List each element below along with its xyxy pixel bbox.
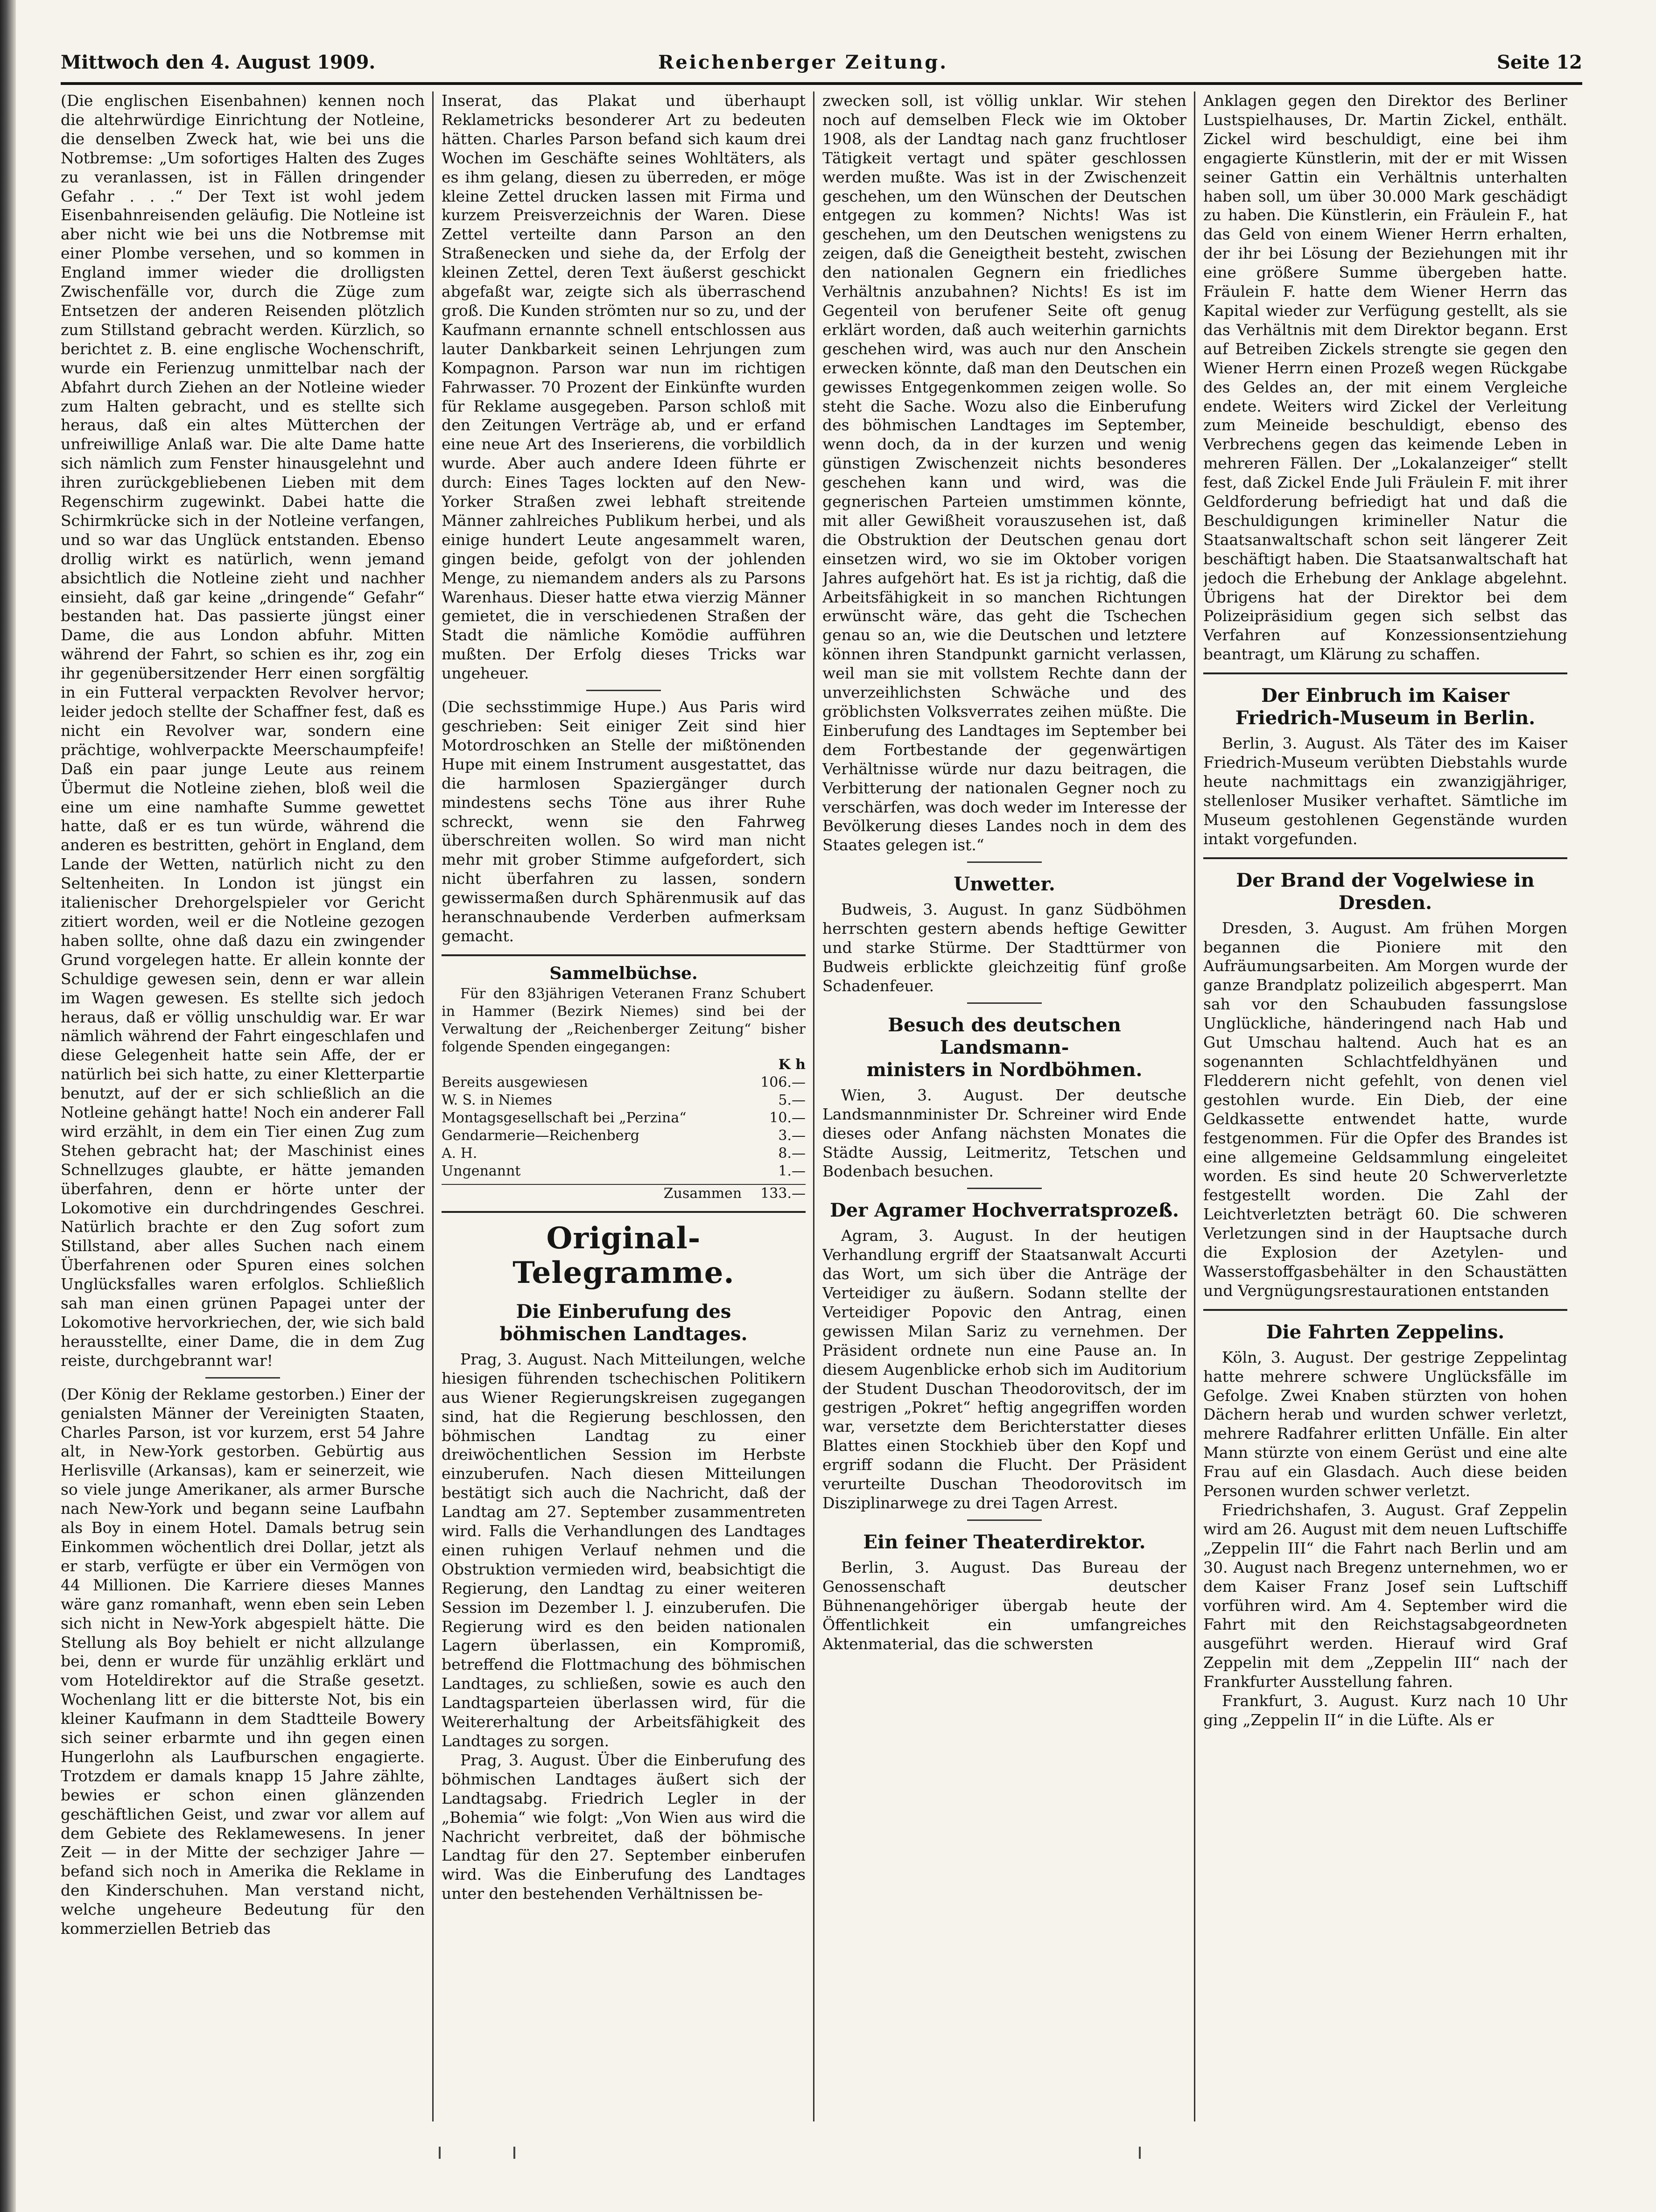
headline-besuch-a: Besuch des deutschen Landsmann-	[888, 1014, 1121, 1058]
headline-landtag-a: Die Einberufung des	[516, 1300, 731, 1323]
article-landtag-prague-2: Prag, 3. August. Über die Einberufung des böhmischen Landtages äußert sich der Landtagsabg. Friedrich Legler in der „Bohemia“ wie folgt: „Von Wien aus wird die Nachricht verbreitet, daß der böhmische Landtag für den 27. September einberufen wird. Was die Einberufung des Landtages unter den bestehenden Verhältnissen be-	[442, 1750, 806, 1903]
telegrams-heading: Original-Telegramme.	[512, 1220, 735, 1290]
column-3	[822, 91, 1186, 2121]
headline-unwetter: Unwetter.	[954, 873, 1055, 896]
donation-row	[442, 1162, 806, 1180]
headline-theater: Ein feiner Theaterdirektor.	[863, 1531, 1146, 1553]
donation-label: A. H.	[442, 1145, 477, 1162]
column-1	[61, 91, 425, 2121]
article-agram: Agram, 3. August. In der heutigen Verhandlung ergriff der Staatsanwalt Accurti das Wort, um sich über die Anträge der Verteidiger zu äußern. Sodann stellte der Verteidiger Popovic den Antrag, einen gewissen Milan Sariz zu vernehmen. Der Präsident ordnete nun eine Pause an. In diesem Augenblicke erhob sich im Auditorium der Student Duschan Theodorovitsch, der im gestrigen „Pokret“ heftig angegriffen worden war, versetzte dem Berichterstatter dieses Blattes einen Stockhieb über den Kopf und ergriff sodann die Flucht. Der Präsident verurteilte Duschan Theodorovitsch im Disziplinarwege zu drei Tagen Arrest.	[822, 1226, 1186, 1512]
section-rule	[442, 1211, 806, 1213]
donation-row	[442, 1074, 806, 1092]
donation-amount: 10.—	[769, 1109, 806, 1126]
print-mark	[513, 2147, 515, 2159]
column-rule-1	[432, 91, 434, 2121]
column-2	[442, 91, 806, 2121]
headline-brand: Der Brand der Vogelwiese in Dresden.	[1236, 869, 1535, 914]
article-king-of-advertising-cont: Inserat, das Plakat und überhaupt Reklametricks besonderer Art zu bedeuten hätten. Charles Parson befand sich kaum drei Wochen im Geschäfte seines Wohltäters, als es ihm gelang, diesen zu überreden, er möge kleine Zettel drucken lassen mit Firma und kurzem Preisverzeichnis der Waren. Diese Zettel verteilte dann Parson an den Straßenecken und siehe da, der Erfolg der kleinen Zettel, deren Text äußerst geschickt abgefaßt war, zeigte sich als überraschend groß. Die Kunden strömten nur so zu, und der Kaufmann ernannte schnell entschlossen aus lauter Dankbarkeit seinen Lehrjungen zum Kompagnon. Parson war nun im richtigen Fahrwasser. 70 Prozent der Einkünfte wurden für Reklame ausgegeben. Parson schloß mit den Zeitungen Verträge ab, und er erfand eine neue Art des Inserierens, die vorbildlich wurde. Aber auch andere Ideen führte er durch: Eines Tages lockten auf den New-Yorker Straßen zwei lebhaft streitende Männer zahlreiches Publikum herbei, und als einige hundert Leute angesammelt waren, gingen beide, gefolgt von der johlenden Menge, zu niemandem anders als zu Parsons Warenhaus. Dieser hatte etwa vierzig Männer gemietet, die in verschiedenen Straßen der Stadt die nämliche Komödie aufführen mußten. Der Erfolg dieses Tricks war ungeheuer.	[442, 91, 806, 683]
article-theater: Berlin, 3. August. Das Bureau der Genossenschaft deutscher Bühnenangehöriger übergab heute der Öffentlichkeit ein umfangreiches Aktenmaterial, das die schwersten	[822, 1558, 1186, 1653]
print-mark	[439, 2147, 441, 2159]
article-landtag-prague-1: Prag, 3. August. Nach Mitteilungen, welche hiesigen führenden tschechischen Politikern aus Wiener Regierungskreisen zugegangen sind, hat die Regierung beschlossen, den böhmischen Landtag zu einer dreiwöchentlichen Session im Herbste einzuberufen. Nach diesen Mitteilungen bestätigt sich auch die Nachricht, daß der Landtag am 27. September zusammentreten wird. Falls die Verhandlungen des Landtages einen ruhigen Verlauf nehmen und die Obstruktion vermieden wird, beabsichtigt die Regierung, den Landtag zu einer weiteren Session im Dezember l. J. einzuberufen. Die Regierung wird es den beiden nationalen Lagern überlassen, ein Kompromiß, betreffend die Flottmachung des böhmischen Landtages, zu schließen, sowie es auch den Landtagsparteien überlassen wird, für die Weitererhaltung der Arbeitsfähigkeit des Landtages zu sorgen.	[442, 1350, 806, 1750]
column-rule-3	[1194, 91, 1195, 2121]
section-rule	[442, 954, 806, 956]
header-rule	[61, 82, 1582, 85]
article-six-tone-horn: (Die sechsstimmige Hupe.) Aus Paris wird geschrieben: Seit einiger Zeit sind hier Motordroschken an Stelle der mißtönenden Hupe mit einem Instrument ausgestattet, das die harmlosen Spaziergänger durch mindestens sechs Töne aus ihrer Ruhe schreckt, wenn sie den Fahrweg überschreiten wollen. So wird man nicht mehr mit grober Stimme aufgefordert, sich nicht überfahren zu lassen, sondern gewissermaßen durch Sphärenmusik auf das heranschnaubende Verderben aufmerksam gemacht.	[442, 698, 806, 945]
article-english-railways: (Die englischen Eisenbahnen) kennen noch die altehrwürdige Einrichtung der Notleine, die denselben Zweck hat, wie bei uns die Notbremse: „Um sofortiges Halten des Zuges zu veranlassen, ist in Fällen dringender Gefahr . . .“ Der Text ist wohl jedem Eisenbahnreisenden geläufig. Die Notleine ist aber nicht wie bei uns die Notbremse mit einer Plombe versehen, und so kommen in England immer wieder die drolligsten Zwischenfälle vor, durch die Züge zum Entsetzen der anderen Reisenden plötzlich zum Stillstand gebracht werden. Kürzlich, so berichtet z. B. eine englische Wochenschrift, wurde ein Ferienzug unmittelbar nach der Abfahrt durch Ziehen an der Notleine wieder zum Halten gebracht, und es stellte sich heraus, daß ein altes Mütterchen der unfreiwillige Anlaß war. Die alte Dame hatte sich nämlich zum Fenster hinausgelehnt und ihren zurückgebliebenen Lieben mit dem Regenschirm zugewinkt. Dabei hatte die Schirmkrücke sich in der Notleine verfangen, und so war das Unglück entstanden. Ebenso drollig wirkt es natürlich, wenn jemand absichtlich die Notleine zieht und nachher einsieht, daß gar keine „dringende“ Gefahr“ bestanden hat. Das passierte jüngst einer Dame, die aus London abfuhr. Mitten während der Fahrt, so schien es ihr, zog ein ihr gegenübersitzender Herr einen sorgfältig in ein Futteral verpackten Revolver hervor; leider jedoch stellte der Schaffner fest, daß es nicht ein Revolver war, sondern eine prächtige, wohlverpackte Meerschaumpfeife! Daß ein paar junge Leute aus reinem Übermut die Notleine ziehen, bloß weil die eine um eine namhafte Summe gewettet hatte, daß er es tun würde, während die anderen es bestritten, gehört in England, dem Lande der Wetten, natürlich nicht zu den Seltenheiten. In London ist jüngst ein italienischer Drehorgelspieler vor Gericht zitiert worden, weil er die Notleine gezogen haben sollte, ohne daß dazu ein zwingender Grund vorgelegen hatte. Er allein konnte der Schuldige gewesen sein, denn er war allein im Wagen gewesen. Es stellte sich jedoch heraus, daß er völlig unschuldig war. Er war nämlich während der Fahrt eingeschlafen und diese Gelegenheit hatte sein Affe, der er natürlich bei sich hatte, zu einer Kletterpartie benutzt, auf der er sich schließlich an die Notleine gehängt hatte! Noch ein anderer Fall wird erzählt, in dem ein Tier einen Zug zum Stehen gebracht hat; der Maschinist eines Schnellzuges glaubte, er hätte jemanden überfahren, denn er hörte unter der Lokomotive ein durchdringendes Geschrei. Natürlich brachte er den Zug sofort zum Stillstand, aber alles Suchen nach einem Überfahrenen oder Spuren eines solchen Unglücksfalles waren erfolglos. Schließlich sah man einen grünen Papagei unter der Lokomotive hervorkriechen, der, wie sich bald herausstellte, einer Dame, die in dem Zug reiste, durchgebrannt war!	[61, 91, 425, 1370]
header-paper-title: Reichenberger Zeitung.	[658, 51, 948, 73]
section-rule	[1203, 857, 1567, 859]
donation-row	[442, 1145, 806, 1162]
donation-amount: 8.—	[778, 1145, 806, 1162]
separator	[586, 690, 661, 691]
donation-total-row	[442, 1184, 806, 1203]
headline-einbruch-a: Der Einbruch im Kaiser	[1261, 685, 1509, 707]
article-unwetter: Budweis, 3. August. In ganz Südböhmen herrschten gestern abends heftige Gewitter und starke Stürme. Der Stadttürmer von Budweis erblickte gleichzeitig fünf große Schadenfeuer.	[822, 900, 1186, 995]
donation-intro: Für den 83jährigen Veteranen Franz Schubert in Hammer (Bezirk Niemes) sind bei der Verwaltung der „Reichenberger Zeitung“ bisher folgende Spenden eingegangen:	[442, 985, 806, 1055]
page-header	[61, 29, 1582, 80]
donation-row	[442, 1109, 806, 1127]
article-zeppelin-frankfurt: Frankfurt, 3. August. Kurz nach 10 Uhr ging „Zeppelin II“ in die Lüfte. Als er	[1203, 1692, 1567, 1729]
headline-agram: Der Agramer Hochverratsprozeß.	[830, 1199, 1179, 1222]
separator	[205, 1377, 280, 1379]
donation-amount: 106.—	[760, 1074, 806, 1091]
donation-row	[442, 1127, 806, 1145]
donation-label: Gendarmerie—Reichenberg	[442, 1127, 639, 1144]
donation-unit-header: K h	[778, 1056, 806, 1073]
article-brand: Dresden, 3. August. Am frühen Morgen begannen die Pioniere mit den Aufräumungsarbeiten. Am Morgen wurde der ganze Brandplatz polizeilich abgesperrt. Man sah vor den Schaubuden fassungslose Unglückliche, händeringend nach Hab und Gut Umschau haltend. Auch hat es an sogenannten Schlachtfeldhyänen und Fledderern nicht gefehlt, von denen viel gestohlen wurde. Ein Dieb, der eine Geldkassette entwendet hatte, wurde festgenommen. Für die Opfer des Brandes ist eine allgemeine Geldsammlung eingeleitet worden. Es sind heute 20 Schwerverletzte festgestellt worden. Die Zahl der Leichtverletzten beträgt 60. Die schweren Verletzungen sind in der Hauptsache durch die Explosion der Azetylen- und Wasserstoffgasbehälter in den Schaustätten und Vergnügungsrestaurationen entstanden	[1203, 918, 1567, 1300]
print-mark	[1139, 2147, 1141, 2159]
section-rule	[1203, 1309, 1567, 1311]
article-besuch: Wien, 3. August. Der deutsche Landsmannminister Dr. Schreiner wird Ende dieses oder Anfang nächsten Monates die Städte Aussig, Leitmeritz, Tetschen und Bodenbach besuchen.	[822, 1085, 1186, 1181]
section-rule	[1203, 672, 1567, 674]
article-king-of-advertising: (Der König der Reklame gestorben.) Einer der genialsten Männer der Vereinigten Staaten, Charles Parson, ist vor kurzem, erst 54 Jahre alt, in New-York gestorben. Gebürtig aus Herlisville (Arkansas), kam er seinerzeit, wie so viele junge Amerikaner, als armer Bursche nach New-York und begann seine Laufbahn als Boy in einem Hotel. Damals betrug sein Einkommen wöchentlich drei Dollar, jetzt als er starb, verfügte er über ein Vermögen von 44 Millionen. Die Karriere dieses Mannes wäre ganz romanhaft, wenn eben sein Leben sich nicht in New-York abgespielt hätte. Die Stellung als Boy behielt er nicht allzulange bei, denn er wurde für unzählig erklärt und vom Hoteldirektor auf die Straße gesetzt. Wochenlang litt er die bitterste Not, bis ein kleiner Kaufmann in dem Stadtteile Bowery sich seiner erbarmte und ihn gegen einen Hungerlohn als Laufburschen engagierte. Trotzdem er damals knapp 15 Jahre zählte, bewies er schon einen glänzenden geschäftlichen Geist, und zwar vor allem auf dem Gebiete des Reklamewesens. In jener Zeit — in der Mitte der sechziger Jahre — befand sich noch in Amerika die Reklame in den Kinderschuhen. Man verstand nicht, welche ungeheure Bedeutung für den kommerziellen Betrieb das	[61, 1385, 425, 1938]
scan-edge-shadow	[0, 0, 16, 2212]
donation-amount: 3.—	[778, 1127, 806, 1144]
article-zeppelin-koeln: Köln, 3. August. Der gestrige Zeppelintag hatte mehrere schwere Unglücksfälle im Gefolge. Zwei Knaben stürzten von hohen Dächern herab und wurden schwer verletzt, mehrere Radfahrer erlitten Unfälle. Ein alter Mann stürzte von einem Gerüst und eine alte Frau auf ein Glasdach. Auch diese beiden Personen wurden schwer verletzt.	[1203, 1348, 1567, 1500]
donation-total-amount: 133.—	[760, 1185, 806, 1202]
headline-landtag-b: böhmischen Landtages.	[499, 1323, 748, 1345]
donation-title: Sammelbüchse.	[549, 963, 698, 983]
column-4	[1203, 91, 1567, 2121]
donation-box	[442, 965, 806, 1203]
column-rule-2	[813, 91, 814, 2121]
headline-besuch-b: ministers in Nordböhmen.	[866, 1058, 1143, 1081]
donation-label: Bereits ausgewiesen	[442, 1074, 588, 1091]
article-theater-cont: Anklagen gegen den Direktor des Berliner Lustspielhauses, Dr. Martin Zickel, enthält. Zickel wird beschuldigt, eine bei ihm engagierte Künstlerin, mit der er mit Wissen seiner Gattin ein Verhältnis unterhalten haben soll, um über 30.000 Mark geschädigt zu haben. Die Künstlerin, ein Fräulein F., hat das Geld von einem Wiener Herrn erhalten, der ihr bei Lösung der Beziehungen mit ihr eine größere Summe übergeben hatte. Fräulein F. hatte dem Wiener Herrn das Kapital wieder zur Verfügung gestellt, als sie das Verhältnis mit dem Direktor begann. Erst auf Betreiben Zickels strengte sie gegen den Wiener Herrn einen Prozeß wegen Rückgabe des Geldes an, der mit einem Vergleiche endete. Weiters wird Zickel der Verleitung zum Meineide beschuldigt, ebenso des Verbrechens gegen das keimende Leben in mehreren Fällen. Der „Lokalanzeiger“ stellt fest, daß Zickel Ende Juli Fräulein F. mit ihrer Geldforderung befriedigt hat und daß die Beschuldigungen krimineller Natur die Staatsanwaltschaft schon seit längerer Zeit beschäftigt haben. Die Staatsanwaltschaft hat jedoch die Erhebung der Anklage abgelehnt. Übrigens hat der Direktor bei dem Polizeipräsidium gegen sich selbst das Verfahren auf Konzessionsentziehung beantragt, um Klärung zu schaffen.	[1203, 91, 1567, 664]
separator	[967, 1188, 1042, 1189]
header-date: Mittwoch den 4. August 1909.	[61, 51, 376, 73]
article-zeppelin-friedrichshafen: Friedrichshafen, 3. August. Graf Zeppelin wird am 26. August mit dem neuen Luftschiffe „Zeppelin III“ die Fahrt nach Berlin und am 30. August nach Bregenz unternehmen, wo er dem Kaiser Franz Josef sein Luftschiff vorführen wird. Am 4. September wird die Fahrt mit den Reichstagsabgeordneten ausgeführt werden. Hierauf wird Graf Zeppelin mit dem „Zeppelin III“ nach der Frankfurter Ausstellung fahren.	[1203, 1501, 1567, 1691]
separator	[967, 861, 1042, 863]
separator	[967, 1002, 1042, 1004]
donation-amount: 5.—	[778, 1092, 806, 1108]
donation-label: Montagsgesellschaft bei „Perzina“	[442, 1109, 687, 1126]
donation-label: Ungenannt	[442, 1162, 521, 1179]
donation-row	[442, 1092, 806, 1109]
footer-print-marks	[439, 2147, 1186, 2165]
headline-zeppelin: Die Fahrten Zeppelins.	[1266, 1321, 1505, 1343]
donation-label: W. S. in Niemes	[442, 1092, 552, 1108]
donation-amount: 1.—	[778, 1162, 806, 1179]
header-page-number: Seite 12	[1496, 51, 1582, 73]
headline-einbruch-b: Friedrich-Museum in Berlin.	[1235, 707, 1536, 729]
donation-total-label: Zusammen	[663, 1185, 742, 1202]
separator	[967, 1519, 1042, 1521]
article-einbruch: Berlin, 3. August. Als Täter des im Kaiser Friedrich-Museum verübten Diebstahls wurde heute nachmittags ein zwanzigjähriger, stellenloser Musiker verhaftet. Sämtliche im Museum gestohlenen Gegenstände wurden intakt vorgefunden.	[1203, 734, 1567, 848]
article-landtag-cont: zwecken soll, ist völlig unklar. Wir stehen noch auf demselben Fleck wie im Oktober 1908, als der Landtag nach ganz fruchtloser Tätigkeit vertagt und später geschlossen werden mußte. Was ist in der Zwischenzeit geschehen, um den Wünschen der Deutschen entgegen zu kommen? Nichts! Was ist geschehen, um den Deutschen wenigstens zu zeigen, daß die Geneigtheit besteht, zwischen den nationalen Gegnern ein friedliches Verhältnis anzubahnen? Nichts! Es ist im Gegenteil von berufener Seite oft genug erklärt worden, daß auch weiterhin garnichts geschehen wird, was auch nur den Anschein erwecken könnte, daß man den Deutschen ein gewisses Entgegenkommen zeigen wolle. So steht die Sache. Wozu also die Einberufung des böhmischen Landtages im September, wenn doch, da in der kurzen und wenig günstigen Zwischenzeit nichts besonderes geschehen kann und wird, was die gegnerischen Parteien umstimmen könnte, mit aller Gewißheit vorauszusehen ist, daß die Obstruktion der Deutschen genau dort einsetzen wird, wo sie im Oktober vorigen Jahres aufgehört hat. Es ist ja richtig, daß die Arbeitsfähigkeit in so manchen Richtungen erwünscht wäre, das geht die Tschechen genau so an, wie die Deutschen und letztere können ihren Standpunkt garnicht verlassen, weil man sie mit vollstem Rechte dann der unverzeihlichsten Schwäche und des gröblichsten Volksverrates zeihen müßte. Die Einberufung des Landtages im September bei dem Fortbestande der gegenwärtigen Verhältnisse würde nur dazu beitragen, die Verbitterung der nationalen Gegner noch zu verschärfen, was doch weder im Interesse der Bevölkerung dieses Landes noch in dem des Staates gelegen ist.“	[822, 91, 1186, 854]
